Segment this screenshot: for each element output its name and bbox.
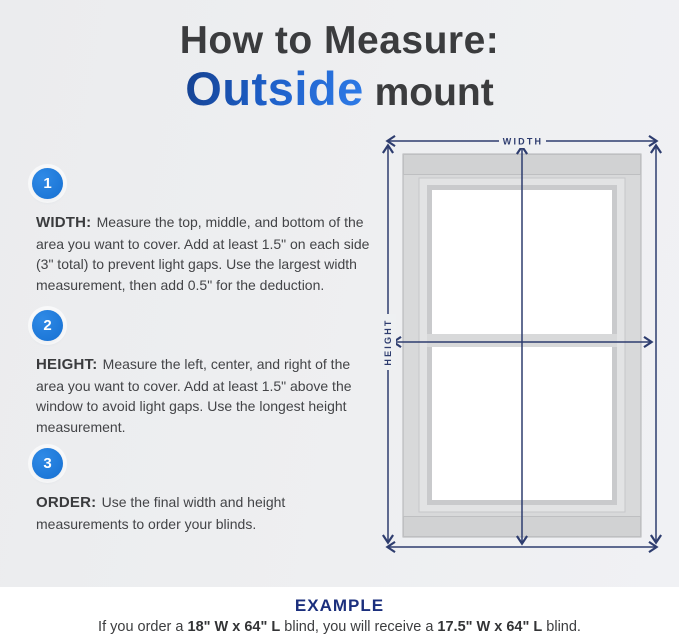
step-3-text — [36, 492, 372, 534]
title-highlight-outside: Outside — [185, 62, 364, 116]
step-2-text — [36, 354, 372, 437]
example-order-size: 18" W x 64" L — [187, 619, 281, 635]
step-1-body: Measure the top, middle, and bottom of the area you want to cover. Add at least 1.5" on each side (3" total) to prevent light gaps. Use the largest width measurement, then add 0.5" for the deduction. — [36, 214, 370, 293]
step-2-number-badge: 2 — [32, 310, 63, 341]
step-3-body: Use the final width and height measurements to order your blinds. — [36, 494, 286, 532]
height-label: HEIGHT — [383, 318, 393, 366]
step-1-text — [36, 212, 372, 295]
example-suffix: blind. — [542, 619, 581, 635]
example-receive-size: 17.5" W x 64" L — [437, 619, 543, 635]
step-2-lead: HEIGHT: — [36, 356, 98, 373]
title-mount-text: mount — [363, 71, 494, 115]
step-1-lead: WIDTH: — [36, 214, 92, 231]
page-title — [0, 20, 679, 115]
width-label: WIDTH — [502, 136, 544, 147]
window-measure-diagram — [371, 128, 673, 593]
example-heading: EXAMPLE — [294, 596, 385, 615]
step-order — [30, 448, 372, 534]
step-2-body: Measure the left, center, and right of the area you want to cover. Add at least 1.5" above the window to avoid light gaps. Use the longest height measurement. — [36, 356, 352, 435]
example-sentence — [0, 619, 679, 635]
step-height — [30, 310, 372, 437]
title-line2 — [0, 64, 679, 115]
step-1-number-badge: 1 — [32, 168, 63, 199]
example-prefix: If you order a — [98, 619, 188, 635]
example-footer — [0, 587, 679, 644]
step-3-lead: ORDER: — [36, 494, 97, 511]
step-3-number-badge: 3 — [32, 448, 63, 479]
title-line1: How to Measure: — [179, 19, 500, 62]
step-width — [30, 168, 372, 295]
example-middle: blind, you will receive a — [280, 619, 438, 635]
